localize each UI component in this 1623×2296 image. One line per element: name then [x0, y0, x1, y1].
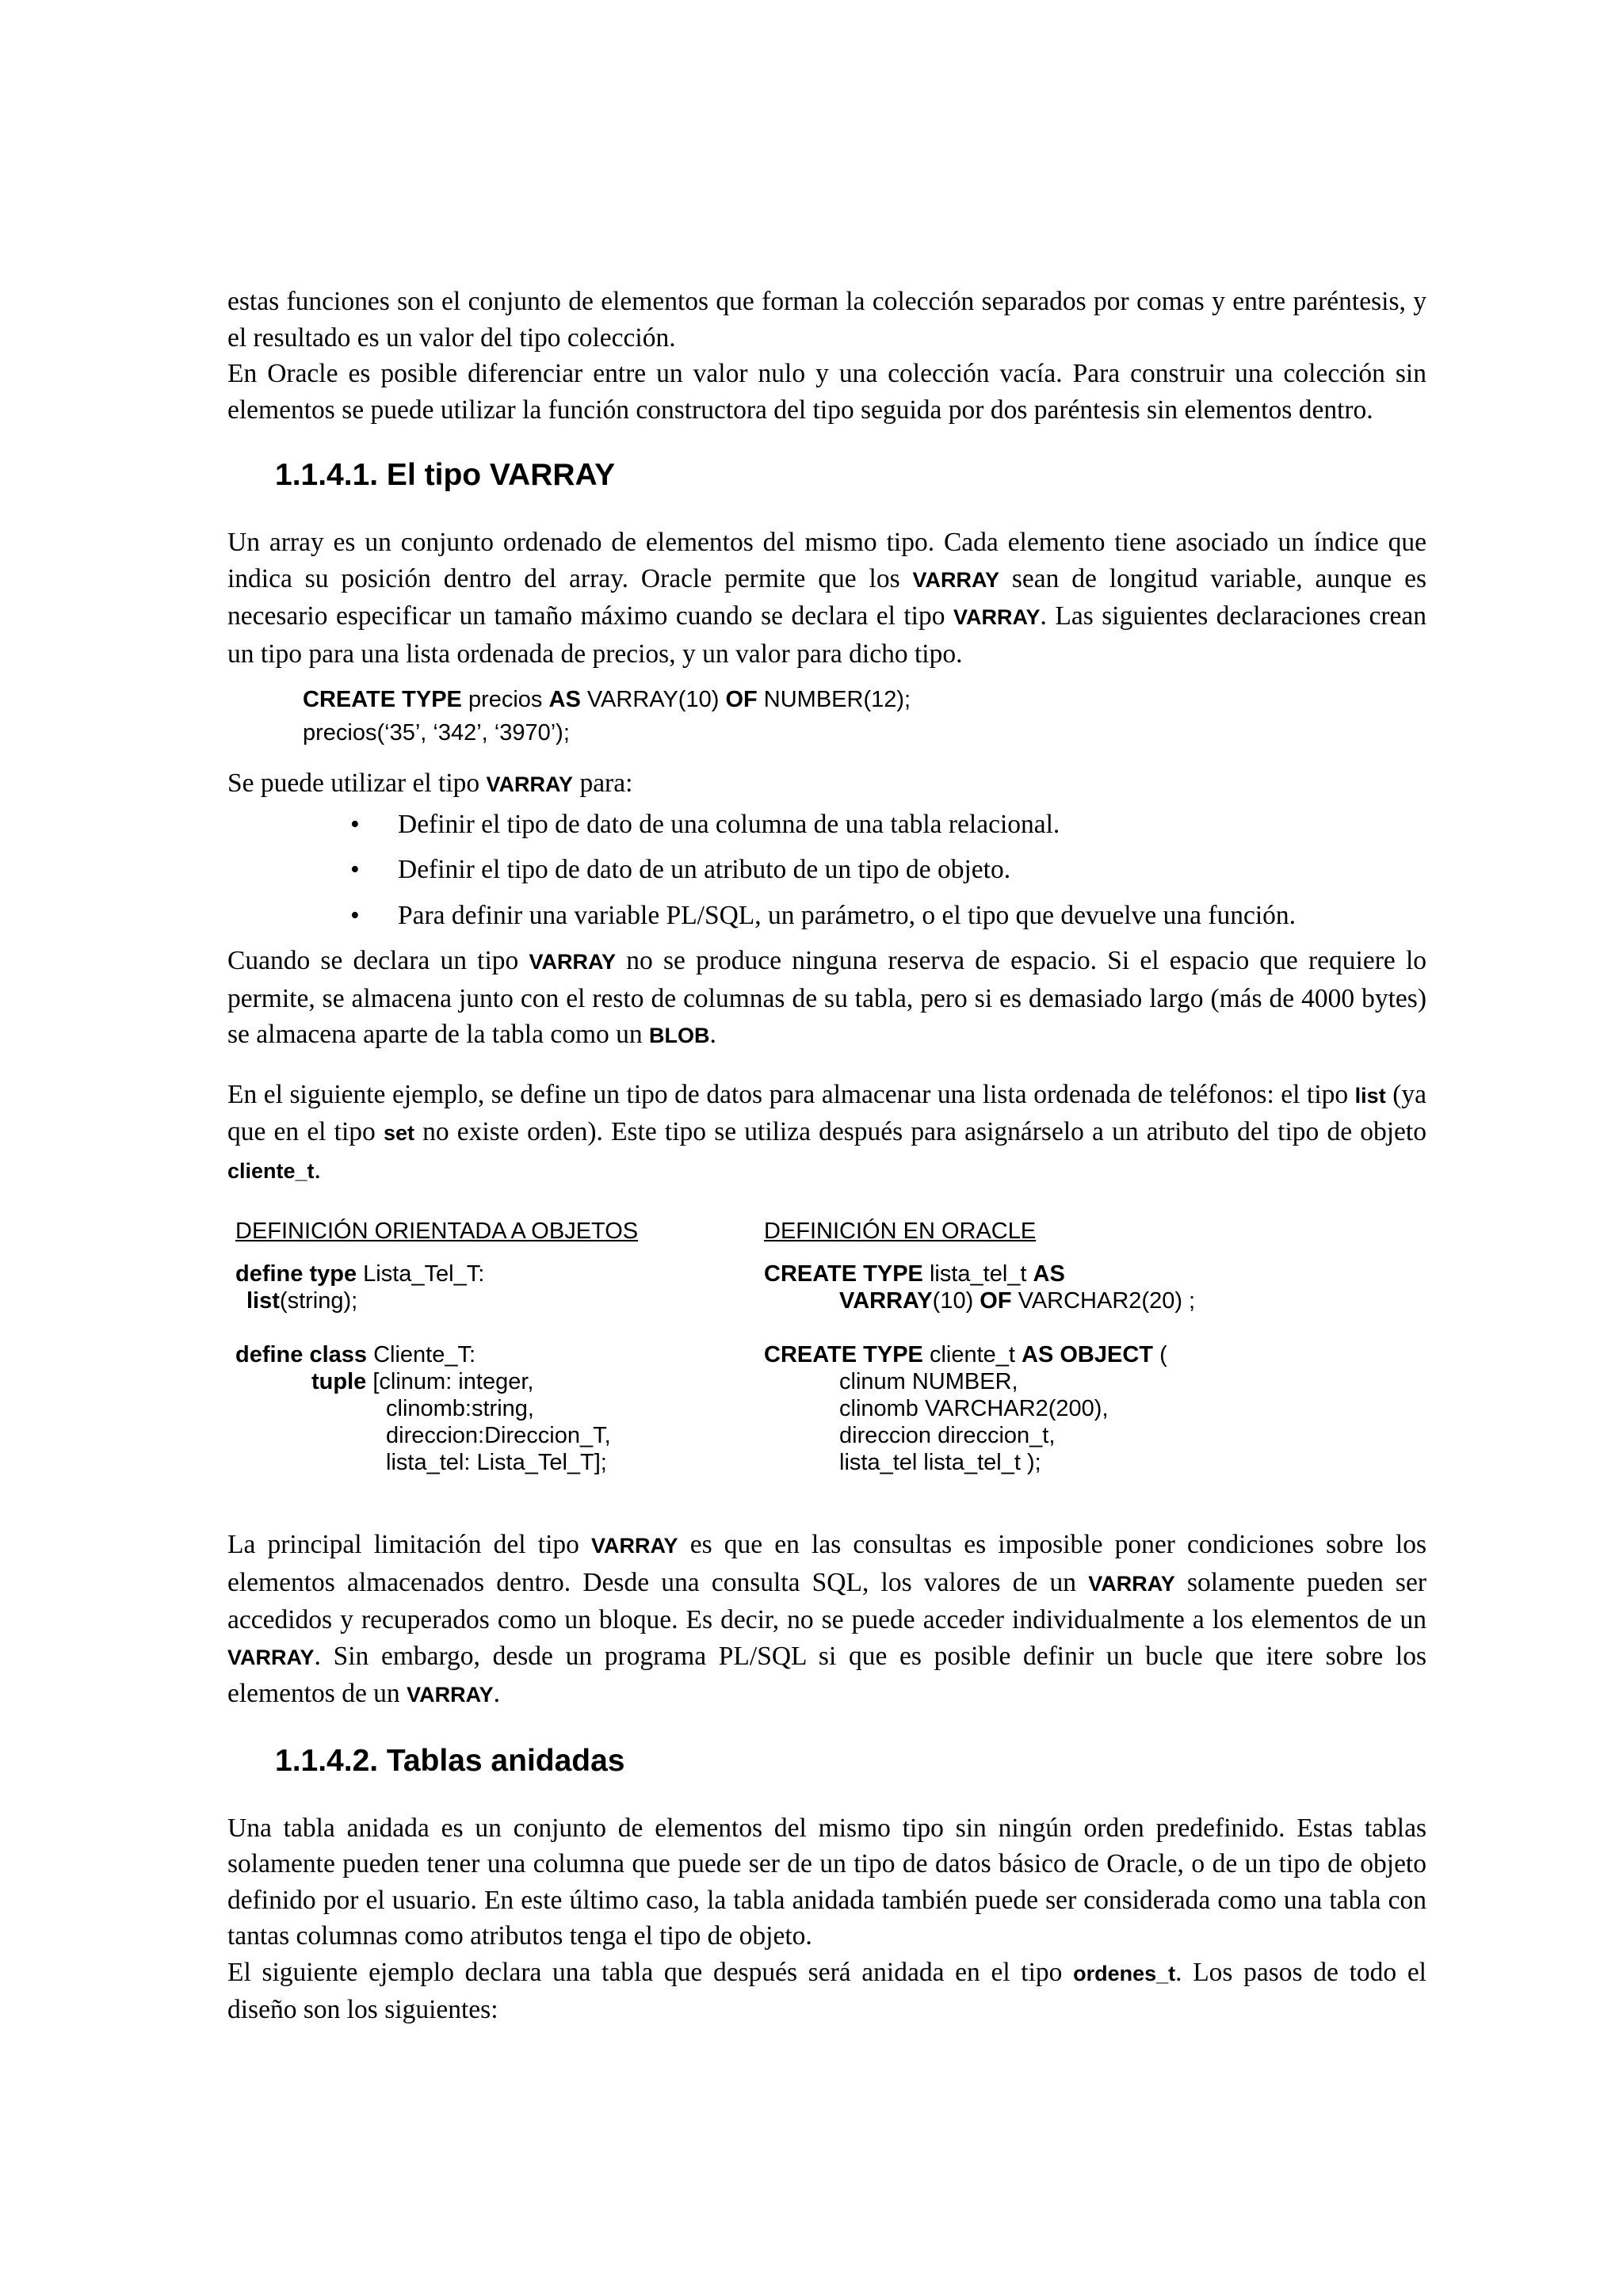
- paragraph-array-intro: Un array es un conjunto ordenado de elementos del mismo tipo. Cada elemento tiene asociado un índice que indica su posición dentro del array. Oracle permite que los VARRAY sean de longitud variable, aunque es necesario especificar un tamaño máximo cuando se declara el tipo VARRAY. Las siguientes declaraciones crean un tipo para una lista ordenada de precios, y un valor para dicho tipo.: [227, 528, 1426, 669]
- code-line: CREATE TYPE precios AS VARRAY(10) OF NUMBER(12);: [303, 687, 911, 712]
- list-item: • Para definir una variable PL/SQL, un parámetro, o el tipo que devuelve una función.: [350, 898, 1426, 934]
- code-block-lista-tel-oracle: CREATE TYPE lista_tel_t AS VARRAY(10) OF VARCHAR2(20) ;: [764, 1261, 1196, 1314]
- column-header: DEFINICIÓN EN ORACLE: [764, 1219, 1037, 1244]
- list-item: • Definir el tipo de dato de una columna de una tabla relacional.: [350, 807, 1426, 843]
- code-block-precios: [303, 683, 1426, 749]
- list-item: • Definir el tipo de dato de un atributo de un tipo de objeto.: [350, 852, 1426, 888]
- code-line: precios(‘35’, ‘342’, ‘3970’);: [303, 720, 570, 746]
- paragraph-varray-limitation: La principal limitación del tipo VARRAY es que en las consultas es imposible poner condiciones sobre los elementos almacenados dentro. Desde una consulta SQL, los valores de un VARRAY solamente pueden ser accedidos y recuperados como un bloque. Es decir, no se puede acceder individualmente a los elementos de un VARRAY. Sin embargo, desde un programa PL/SQL si que es posible definir un bucle que itere sobre los elementos de un VARRAY.: [227, 1530, 1426, 1708]
- paragraph-collection-constructor: estas funciones son el conjunto de elementos que forman la colección separados por comas y entre paréntesis, y el resultado es un valor del tipo colección.: [227, 287, 1426, 353]
- section-heading-nested-tables: 1.1.4.2. Tablas anidadas: [275, 1743, 625, 1778]
- code-block-cliente: define class Cliente_T: tuple [clinum: integer, clinomb:string, direccion:Direccion_T, lista_tel: Lista_Tel_T];: [235, 1342, 611, 1475]
- paragraph-varray-uses: Se puede utilizar el tipo VARRAY para:: [227, 769, 633, 798]
- section-heading-varray: 1.1.4.1. El tipo VARRAY: [275, 458, 616, 492]
- paragraph-varray-storage: Cuando se declara un tipo VARRAY no se produce ninguna reserva de espacio. Si el espacio que requiere lo permite, se almacena junto con el resto de columnas de su tabla, pero si es demasiado largo (más de 4000 bytes) se almacena aparte de la tabla como un BLOB.: [227, 946, 1426, 1049]
- bullet-list: [227, 807, 1426, 934]
- definition-comparison: [235, 1218, 1426, 1503]
- paragraph-phone-list-example: En el siguiente ejemplo, se define un tipo de datos para almacenar una lista ordenada de teléfonos: el tipo list (ya que en el tipo set no existe orden). Este tipo se utiliza después para asignárselo a un atributo del tipo de objeto cliente_t.: [227, 1079, 1427, 1184]
- code-block-cliente-oracle: CREATE TYPE cliente_t AS OBJECT ( clinum NUMBER, clinomb VARCHAR2(200), direccion direccion_t, lista_tel lista_tel_t );: [764, 1342, 1167, 1475]
- bullet-icon: •: [350, 809, 360, 839]
- column-header: DEFINICIÓN ORIENTADA A OBJETOS: [235, 1219, 639, 1244]
- bullet-icon: •: [350, 900, 360, 930]
- oracle-definition-column: [764, 1218, 1195, 1503]
- paragraph-null-vs-empty: En Oracle es posible diferenciar entre un valor nulo y una colección vacía. Para construir una colección sin elementos se puede utilizar la función constructora del tipo seguida por dos paréntesis sin elementos dentro.: [227, 359, 1426, 425]
- code-block-lista-tel: define type Lista_Tel_T: list(string);: [235, 1261, 485, 1314]
- bullet-icon: •: [350, 855, 360, 884]
- paragraph-ordenes-example: El siguiente ejemplo declara una tabla que después será anidada en el tipo ordenes_t. Los pasos de todo el diseño son los siguientes:: [227, 1957, 1426, 2024]
- paragraph-nested-table-intro: Una tabla anidada es un conjunto de elementos del mismo tipo sin ningún orden predefinido. Estas tablas solamente pueden tener una columna que puede ser de un tipo de datos básico de Oracle, o de un tipo de objeto definido por el usuario. En este último caso, la tabla anidada también puede ser considerada como una tabla con tantas columnas como atributos tenga el tipo de objeto.: [227, 1813, 1426, 1951]
- oo-definition-column: [235, 1218, 764, 1503]
